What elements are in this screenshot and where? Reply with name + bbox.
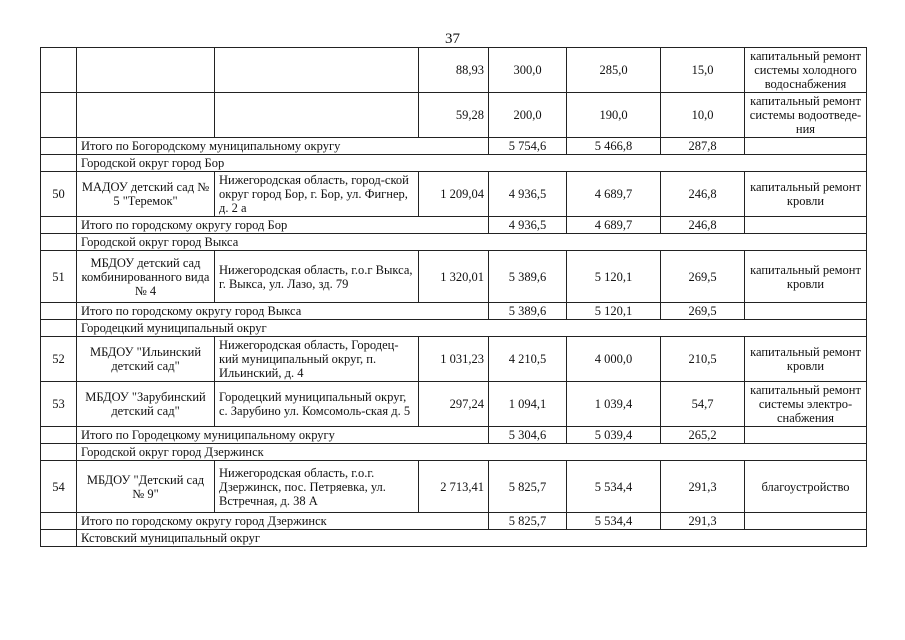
group-row: [41, 444, 867, 461]
work-type: капитальный ремонт кровли: [745, 337, 867, 382]
group-label: Городской округ город Бор: [77, 155, 867, 172]
empty-cell: [41, 513, 77, 530]
subsidy-value: 4 689,7: [567, 217, 661, 234]
empty-cell: [41, 217, 77, 234]
subsidy-value: 5 039,4: [567, 427, 661, 444]
table-row: [41, 382, 867, 427]
area-value: 2 713,41: [419, 461, 489, 513]
local-value: 210,5: [661, 337, 745, 382]
total-value: 4 210,5: [489, 337, 567, 382]
total-value: 4 936,5: [489, 217, 567, 234]
total-value: 300,0: [489, 48, 567, 93]
local-value: 246,8: [661, 217, 745, 234]
table-row: [41, 172, 867, 217]
local-value: 265,2: [661, 427, 745, 444]
total-row: [41, 427, 867, 444]
institution-address: Нижегородская область, г.о.г. Дзержинск, пос. Петряевка, ул. Встречная, д. 38 А: [215, 461, 419, 513]
area-value: 297,24: [419, 382, 489, 427]
institution-name: [77, 48, 215, 93]
empty-cell: [745, 513, 867, 530]
institution-address: [215, 93, 419, 138]
total-row: [41, 513, 867, 530]
empty-cell: [41, 530, 77, 547]
group-label: Городецкий муниципальный округ: [77, 320, 867, 337]
subsidy-value: 5 534,4: [567, 461, 661, 513]
work-type: капитальный ремонт системы электро-снабжения: [745, 382, 867, 427]
area-value: 59,28: [419, 93, 489, 138]
local-value: 287,8: [661, 138, 745, 155]
local-value: 291,3: [661, 513, 745, 530]
total-label: Итого по городскому округу город Дзержинск: [77, 513, 489, 530]
total-row: [41, 217, 867, 234]
institution-address: [215, 48, 419, 93]
group-row: [41, 234, 867, 251]
total-label: Итого по Богородскому муниципальному округу: [77, 138, 489, 155]
area-value: 1 320,01: [419, 251, 489, 303]
subsidy-value: 5 466,8: [567, 138, 661, 155]
group-row: [41, 320, 867, 337]
institution-name: МБДОУ "Ильинский детский сад": [77, 337, 215, 382]
work-type: капитальный ремонт кровли: [745, 251, 867, 303]
local-value: 269,5: [661, 303, 745, 320]
area-value: 1 031,23: [419, 337, 489, 382]
row-number: [41, 93, 77, 138]
local-value: 291,3: [661, 461, 745, 513]
total-value: 4 936,5: [489, 172, 567, 217]
empty-cell: [41, 303, 77, 320]
empty-cell: [745, 138, 867, 155]
institution-address: Нижегородская область, город-ской округ город Бор, г. Бор, ул. Фигнер, д. 2 а: [215, 172, 419, 217]
total-value: 5 389,6: [489, 303, 567, 320]
institution-name: МБДОУ детский сад комбинированного вида № 4: [77, 251, 215, 303]
empty-cell: [41, 155, 77, 172]
subsidy-value: 4 000,0: [567, 337, 661, 382]
total-row: [41, 138, 867, 155]
row-number: [41, 48, 77, 93]
subsidy-value: 190,0: [567, 93, 661, 138]
row-number: 54: [41, 461, 77, 513]
total-label: Итого по городскому округу город Бор: [77, 217, 489, 234]
subsidy-value: 5 120,1: [567, 251, 661, 303]
page-number: 37: [445, 31, 460, 47]
empty-cell: [41, 234, 77, 251]
work-type: благоустройство: [745, 461, 867, 513]
row-number: 50: [41, 172, 77, 217]
funding-table: [40, 47, 867, 547]
local-value: 269,5: [661, 251, 745, 303]
institution-name: МАДОУ детский сад № 5 "Теремок": [77, 172, 215, 217]
local-value: 246,8: [661, 172, 745, 217]
table-row: [41, 251, 867, 303]
total-value: 5 825,7: [489, 513, 567, 530]
empty-cell: [745, 303, 867, 320]
empty-cell: [745, 427, 867, 444]
institution-name: МБДОУ "Зарубинский детский сад": [77, 382, 215, 427]
institution-address: Нижегородская область, Городец-кий муниципальный округ, п. Ильинский, д. 4: [215, 337, 419, 382]
table-row: [41, 337, 867, 382]
row-number: 53: [41, 382, 77, 427]
table-row: [41, 461, 867, 513]
total-value: 200,0: [489, 93, 567, 138]
institution-name: [77, 93, 215, 138]
empty-cell: [41, 444, 77, 461]
subsidy-value: 5 120,1: [567, 303, 661, 320]
total-value: 1 094,1: [489, 382, 567, 427]
local-value: 10,0: [661, 93, 745, 138]
subsidy-value: 5 534,4: [567, 513, 661, 530]
total-label: Итого по Городецкому муниципальному округу: [77, 427, 489, 444]
institution-name: МБДОУ "Детский сад № 9": [77, 461, 215, 513]
total-value: 5 754,6: [489, 138, 567, 155]
empty-cell: [41, 427, 77, 444]
work-type: капитальный ремонт кровли: [745, 172, 867, 217]
work-type: капитальный ремонт системы водоотведе-ния: [745, 93, 867, 138]
area-value: 88,93: [419, 48, 489, 93]
table-row: [41, 93, 867, 138]
subsidy-value: 4 689,7: [567, 172, 661, 217]
empty-cell: [41, 320, 77, 337]
row-number: 51: [41, 251, 77, 303]
total-value: 5 389,6: [489, 251, 567, 303]
area-value: 1 209,04: [419, 172, 489, 217]
institution-address: Городецкий муниципальный округ, с. Зарубино ул. Комсомоль-ская д. 5: [215, 382, 419, 427]
subsidy-value: 1 039,4: [567, 382, 661, 427]
total-row: [41, 303, 867, 320]
total-value: 5 304,6: [489, 427, 567, 444]
subsidy-value: 285,0: [567, 48, 661, 93]
group-row: [41, 530, 867, 547]
table-row: [41, 48, 867, 93]
total-value: 5 825,7: [489, 461, 567, 513]
group-label: Городской округ город Выкса: [77, 234, 867, 251]
work-type: капитальный ремонт системы холодного водоснабжения: [745, 48, 867, 93]
institution-address: Нижегородская область, г.о.г Выкса, г. Выкса, ул. Лазо, зд. 79: [215, 251, 419, 303]
empty-cell: [41, 138, 77, 155]
group-label: Городской округ город Дзержинск: [77, 444, 867, 461]
group-label: Кстовский муниципальный округ: [77, 530, 867, 547]
empty-cell: [745, 217, 867, 234]
total-label: Итого по городскому округу город Выкса: [77, 303, 489, 320]
row-number: 52: [41, 337, 77, 382]
local-value: 54,7: [661, 382, 745, 427]
group-row: [41, 155, 867, 172]
local-value: 15,0: [661, 48, 745, 93]
